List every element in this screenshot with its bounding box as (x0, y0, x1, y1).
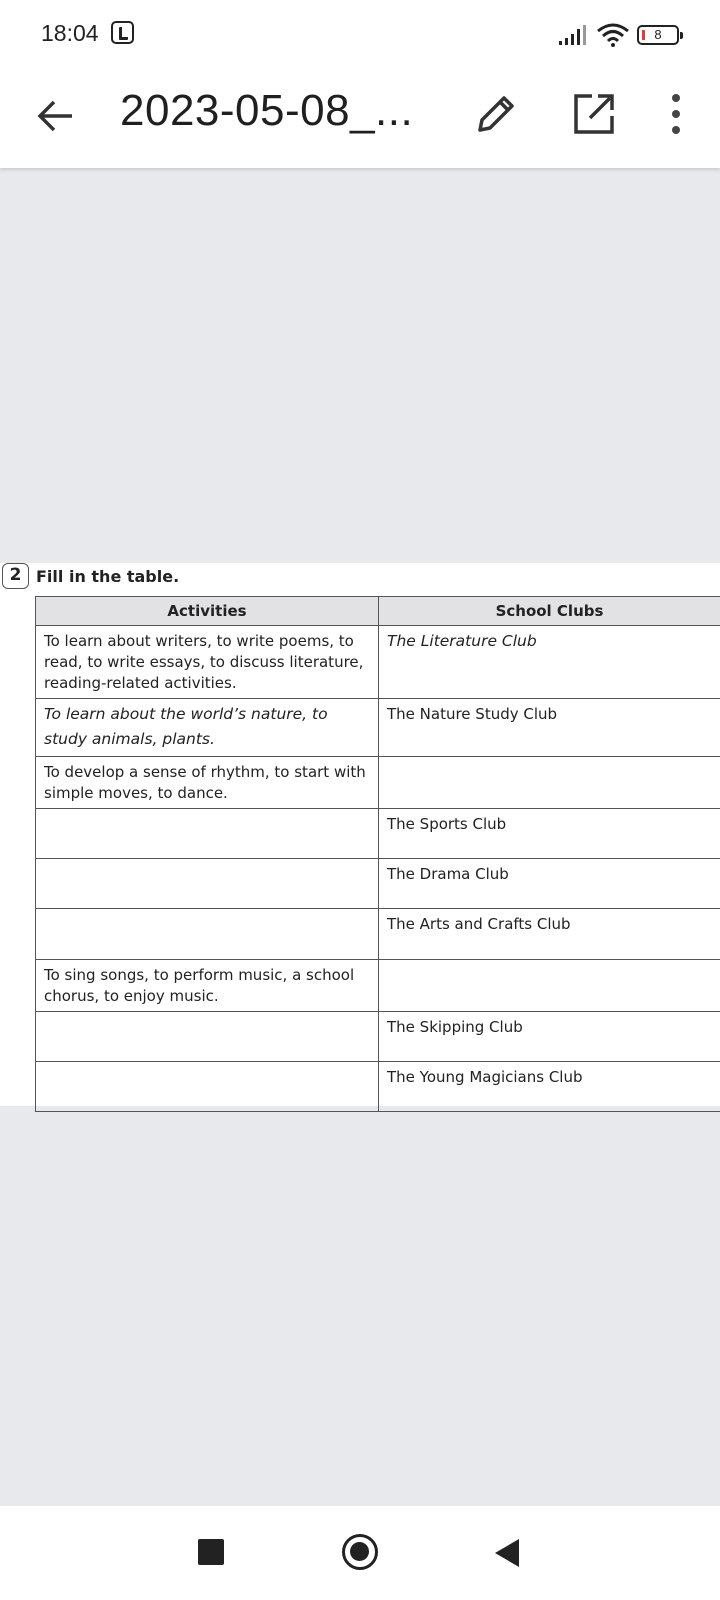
home-circle-icon[interactable] (342, 1534, 378, 1570)
navigation-bar (0, 1506, 720, 1600)
club-cell: The Skipping Club (379, 1012, 720, 1062)
activity-cell: To sing songs, to perform music, a school chorus, to enjoy music. (36, 960, 379, 1012)
table-row (36, 909, 720, 960)
activity-cell (36, 909, 379, 960)
back-triangle-icon[interactable] (495, 1539, 519, 1567)
pencil-icon[interactable] (472, 90, 520, 138)
table-row (36, 699, 720, 757)
activity-cell (36, 1012, 379, 1062)
wifi-icon (596, 22, 630, 48)
header-school-clubs: School Clubs (379, 597, 720, 626)
header-activities: Activities (36, 597, 379, 626)
table-row (36, 1012, 720, 1062)
activity-cell: To learn about the world’s nature, to study animals, plants. (36, 699, 379, 757)
status-time: 18:04 (41, 20, 99, 46)
activity-cell (36, 1062, 379, 1112)
club-cell: The Drama Club (379, 859, 720, 909)
club-cell: The Sports Club (379, 809, 720, 859)
table-row (36, 1062, 720, 1112)
back-arrow-icon[interactable] (34, 94, 78, 138)
club-cell: The Literature Club (379, 626, 720, 699)
open-external-icon[interactable] (570, 90, 618, 138)
table-row (36, 859, 720, 909)
club-cell (379, 757, 720, 809)
battery-icon: 8 (637, 25, 679, 45)
table-row (36, 757, 720, 809)
table-header-row (36, 597, 720, 626)
task-number: 2 (2, 563, 29, 589)
activity-cell: To develop a sense of rhythm, to start with simple moves, to dance. (36, 757, 379, 809)
clubs-table (35, 596, 720, 1112)
app-bar (0, 70, 720, 168)
task-instruction: Fill in the table. (36, 567, 180, 586)
activity-cell (36, 859, 379, 909)
recents-square-icon[interactable] (198, 1539, 224, 1565)
club-cell: The Young Magicians Club (379, 1062, 720, 1112)
notification-icon (111, 21, 134, 44)
activity-cell: To learn about writers, to write poems, to read, to write essays, to discuss literature, reading-related activities. (36, 626, 379, 699)
document-page (0, 563, 720, 1106)
club-cell: The Nature Study Club (379, 699, 720, 757)
club-cell (379, 960, 720, 1012)
club-cell: The Arts and Crafts Club (379, 909, 720, 960)
table-row (36, 626, 720, 699)
signal-icon (558, 24, 588, 46)
document-title: 2023-05-08_... (120, 86, 414, 135)
status-bar (0, 0, 720, 70)
activity-cell (36, 809, 379, 859)
table-row (36, 960, 720, 1012)
table-row (36, 809, 720, 859)
more-vert-icon[interactable] (656, 90, 696, 138)
